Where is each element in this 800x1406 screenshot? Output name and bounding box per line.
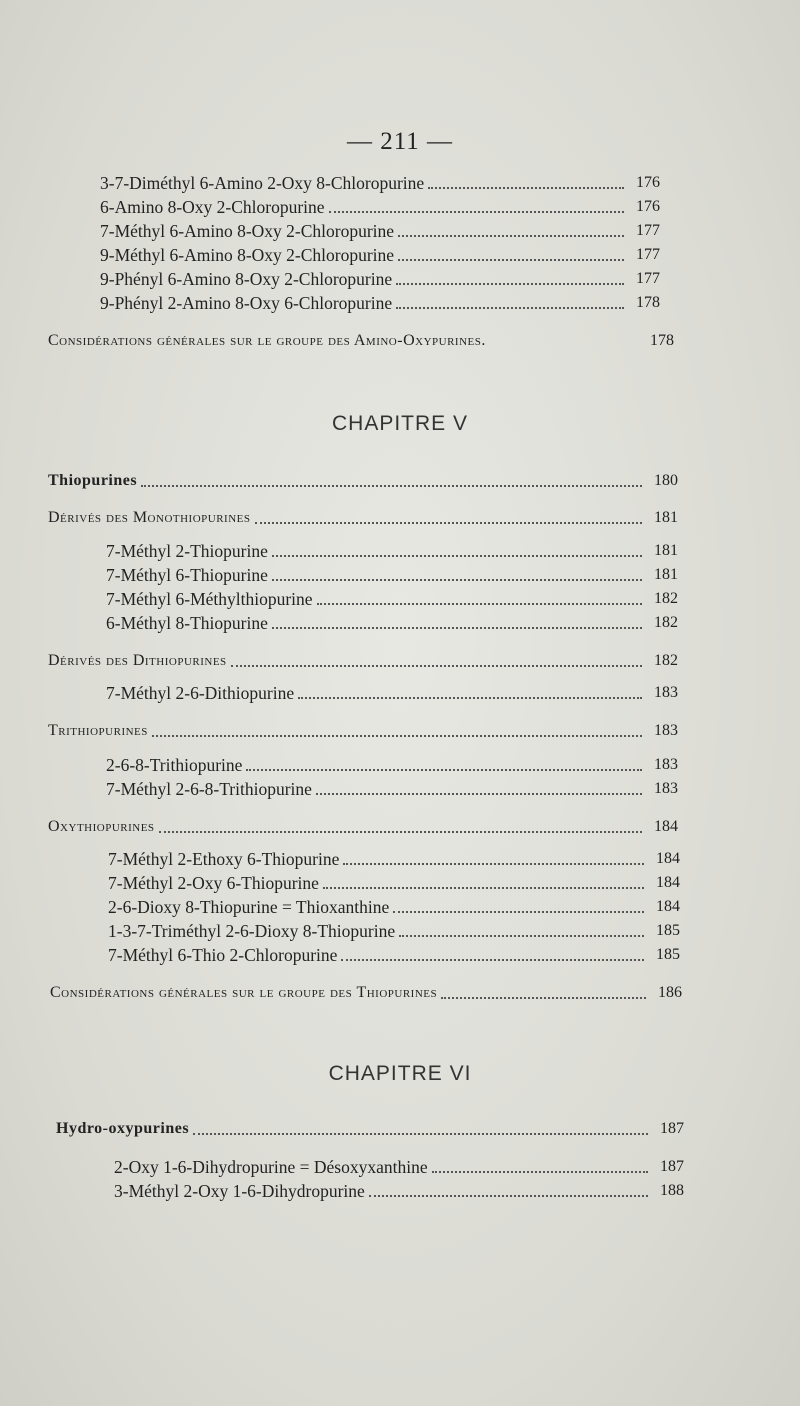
toc-entry: 9-Phényl 2-Amino 8-Oxy 6-Chloropurine 178 <box>100 293 660 313</box>
chapter-heading: CHAPITRE V <box>331 412 469 435</box>
toc-entry: 7-Méthyl 6-Thio 2-Chloropurine 185 <box>108 945 680 965</box>
toc-entry: 7-Méthyl 2-6-8-Trithiopurine 183 <box>106 779 678 799</box>
chapter-heading: CHAPITRE VI <box>328 1062 472 1085</box>
toc-section-heading: Dérivés des Monothiopurines 181 <box>48 509 678 526</box>
toc-section-heading: Considérations générales sur le groupe des Amino-Oxypurines. 178 <box>48 332 674 349</box>
toc-entry: 7-Méthyl 6-Méthylthiopurine 182 <box>106 589 678 609</box>
toc-entry: 6-Méthyl 8-Thiopurine 182 <box>106 613 678 633</box>
page-number: — 211 — <box>346 128 454 155</box>
toc-entry: 2-6-Dioxy 8-Thiopurine = Thioxanthine 184 <box>108 897 680 917</box>
toc-entry: 7-Méthyl 6-Amino 8-Oxy 2-Chloropurine 177 <box>100 221 660 241</box>
toc-entry: 6-Amino 8-Oxy 2-Chloropurine 176 <box>100 197 660 217</box>
toc-entry: 7-Méthyl 2-Thiopurine 181 <box>106 541 678 561</box>
toc-entry: 7-Méthyl 2-6-Dithiopurine 183 <box>106 683 678 703</box>
toc-entry: 9-Phényl 6-Amino 8-Oxy 2-Chloropurine 177 <box>100 269 660 289</box>
toc-chapter-title: Hydro-oxypurines 187 <box>56 1120 684 1137</box>
toc-chapter-title: Thiopurines 180 <box>48 472 678 489</box>
toc-entry: 7-Méthyl 2-Ethoxy 6-Thiopurine 184 <box>108 849 680 869</box>
toc-entry: 1-3-7-Triméthyl 2-6-Dioxy 8-Thiopurine 185 <box>108 921 680 941</box>
toc-entry: 7-Méthyl 6-Thiopurine 181 <box>106 565 678 585</box>
toc-entry: 3-Méthyl 2-Oxy 1-6-Dihydropurine 188 <box>114 1181 684 1201</box>
toc-entry: 9-Méthyl 6-Amino 8-Oxy 2-Chloropurine 177 <box>100 245 660 265</box>
toc-section-heading: Trithiopurines 183 <box>48 722 678 739</box>
toc-section-heading: Oxythiopurines 184 <box>48 818 678 835</box>
toc-section-heading: Considérations générales sur le groupe des Thiopurines 186 <box>50 984 682 1001</box>
toc-entry: 2-6-8-Trithiopurine 183 <box>106 755 678 775</box>
toc-entry: 2-Oxy 1-6-Dihydropurine = Désoxyxanthine 187 <box>114 1157 684 1177</box>
toc-entry: 7-Méthyl 2-Oxy 6-Thiopurine 184 <box>108 873 680 893</box>
toc-section-heading: Dérivés des Dithiopurines 182 <box>48 652 678 669</box>
toc-entry: 3-7-Diméthyl 6-Amino 2-Oxy 8-Chloropurine 176 <box>100 173 660 193</box>
